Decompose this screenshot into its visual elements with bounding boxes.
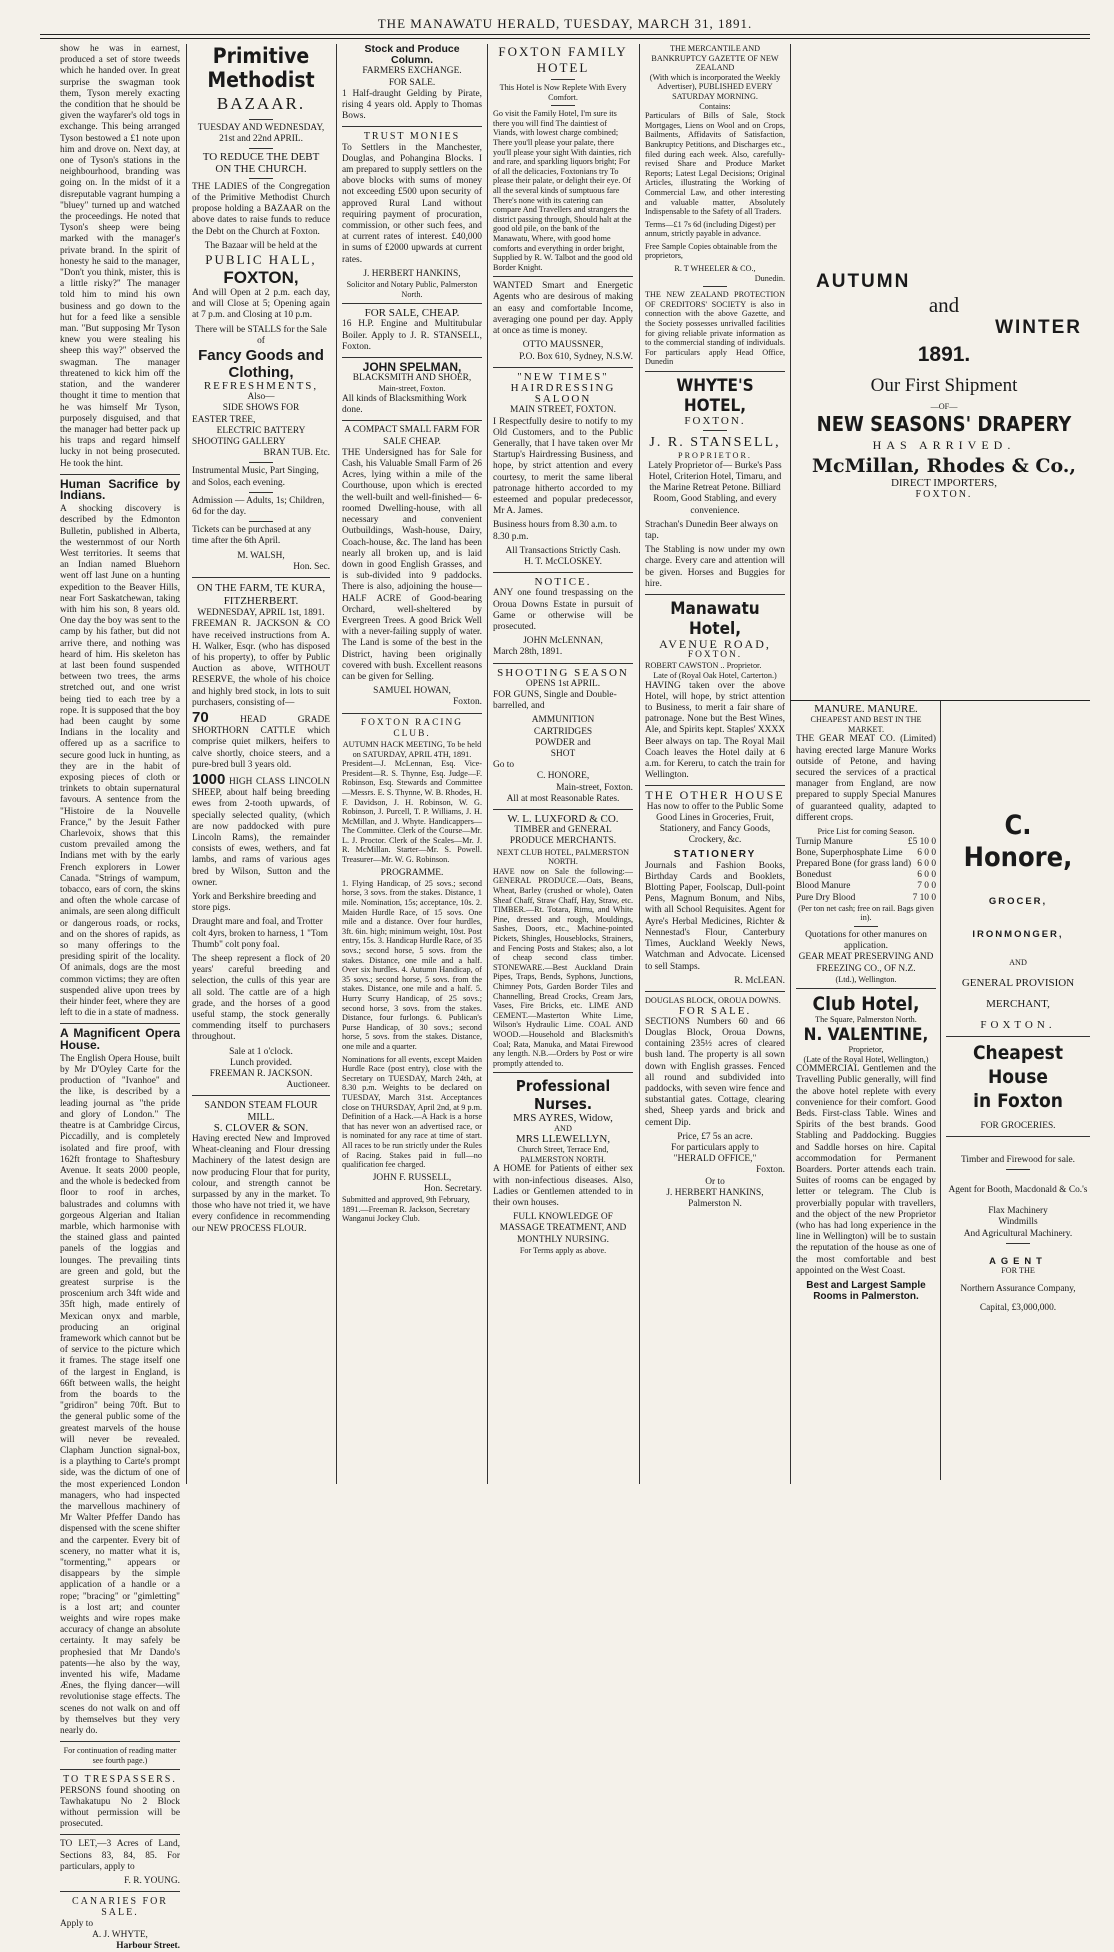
bazaar-heading: BAZAAR. [216, 94, 306, 113]
nurse-1: MRS AYRES, Widow, [513, 1112, 613, 1125]
nurses-knowledge: FULL KNOWLEDGE OF MASSAGE TREATMENT, AND MONTHLY NURSING. [499, 1212, 627, 1245]
cheap-sale-title: FOR SALE, CHEAP. [364, 307, 460, 320]
notice-date: March 28th, 1891. [493, 647, 563, 658]
salon-body: I Respectfully desire to notify to my Old Customers, and to the Public Generally, that I have taken over Mr Startup's Hairdressing Business, and hope, by strict attention and every courtesy, to merit the same liberal patronage hitherto accorded to my esteemed and popular predecessor, Mr A. James. [493, 416, 633, 517]
column-rule [487, 44, 488, 1484]
dash [854, 926, 878, 927]
year-heading: 1891. [917, 343, 971, 366]
price-value: 7 10 0 [912, 892, 936, 903]
douglas-foxton: Foxton. [756, 1165, 785, 1176]
divider [60, 1741, 180, 1742]
divider [946, 1136, 1090, 1137]
column-3 [342, 44, 482, 1484]
price-row [796, 837, 936, 848]
divider [493, 572, 633, 573]
divider [192, 577, 330, 578]
purpose-line-2: ON THE CHURCH. [215, 162, 307, 175]
trust-monies-title: TRUST MONIES [363, 131, 461, 143]
to-let-body: TO LET,—3 Acres of Land, Sections 83, 84, 85. For particulars, apply to [60, 1839, 180, 1872]
sacrifice-title: Human Sacrifice by Indians. [60, 476, 180, 502]
spelman-address: Main-street, Foxton. [378, 384, 446, 394]
has-arrived: HAS ARRIVED. [872, 437, 1016, 452]
for-groceries: FOR GROCERIES. [980, 1120, 1056, 1131]
bazaar-dates-2: 21st and 22nd APRIL. [219, 134, 303, 145]
opera-body: The English Opera House, built by Mr D'Oyley Carte for the production of "Ivanhoe" and the like, is described by a leading journal as "the pride and glory of London." The theatre is at Cambridge Circus, Piccadilly, and is completely isolated and fire proof, with 162ft frontage to Shaftesbury Avenue. It seats 2000 people, and the whole is bedecked from floor to roof in arches, balustrades and columns with gorgeous Algerian and Italian marble, which harmonise with the stained glass and painted panels of the loggias and lounges. The prevailing tints are green and gold, but the greatest surprise is the proscenium arch 34ft wide and 35ft high, made entirely of Mexican onyx and marble, producing an original framework which cannot but be of service to the picture which it frames. The stage itself one of the largest in England, is 66ft between walls, the height from the boards to the "gridiron" being 70ft. But to the general public some of the greatest marvels of the house will never be revealed. Clapham Junction signal-box, is a plaything to Carte's prompt side, was the dictum of one of the most experienced London managers, who had inspected the marvellous machinery of Mr Walter Pfeffer Dando has dispensed with the scene shifter and the carpenter. Every bit of scenery, no matter what it is, "tormenting," appears or disappears by the simple application of a handle or a rope; "bracing" or "gimletting" is a lost art; and counter weights and wire ropes make accuracy of change an absolute certainty. It may safely be prophesied that Mr Dando's patents—he also by the way, invented his wife, Madame Ænes, the flying dancer—will revolutionise stage effects. The scenes do not walk on and off by themselves but they very nearly do. [60, 1053, 180, 1737]
notice-sign: JOHN McLENNAN, [523, 636, 603, 647]
in-foxton: in Foxton [973, 1089, 1063, 1112]
divider [192, 1095, 330, 1096]
shot: SHOT [550, 749, 576, 759]
opera-title: A Magnificent Opera House. [60, 1026, 180, 1052]
club-hotel-body: COMMERCIAL Gentlemen and the Travelling Public generally, will find the above hotel replete with every convenience for their comfort. Good Beds. First-class Table. Wines and Spirits of the best brands. Good Stabling and Paddocking. Buggies and Saddle horses on hire. Capital accommodation for Permanent Boarders. Porter attends each train. Suites of rooms can be engaged by letter or telegram. The Club is proverbially popular with travellers, and the object of the new Proprietor (who has had long experience in the line in Wellington) will be to sustain the reputation of the house as one of the most comfortable and best appointed on the West Coast. [796, 1064, 936, 1276]
tyson-story: show he was in earnest, produced a set of store tweeds which he handed over. In great surprise the swagman took them, Tyson merely exacting the condition that he should be given the wayfarer's old togs in exchange. This being arranged Tyson bestowed a £1 note upon him and drove on. Next day, at one of Tyson's stations in the neighbourhood, branding was going on. In the midst of it a disreputable vagrant humping a "bluey" turned up and watched the proceedings. He noted that Tyson's sheep were being marked with the manager's private brand. In the spirit of honesty he said to the manager, "Don't you think, mister, this is a little risky?" The manager told him to mind his own business and go down to the hut for a feed like a sensible man. "But supposing Mr Tyson knew you were stealing his sheep this way?" observed the swagman. The manager threatened to kick him off the station, and the wanderer thought it time to mention that he was himself Mr Tyson, purposely disguised, and that the manager had better pack up his traps and regard himself lucky in not being prosecuted. He took the hint. [60, 44, 180, 469]
other-house-body: Has now to offer to the Public Some Good Lines in Groceries, Fruit, Stationery, and Fancy Goods, Crockery, &c. [646, 801, 784, 846]
ammunition: AMMUNITION [531, 715, 595, 726]
mcmillan-rhodes: McMillan, Rhodes & Co., [811, 454, 1077, 477]
autumn-heading: AUTUMN [816, 271, 911, 292]
price-list-title: Price List for coming Season. [817, 827, 915, 837]
section-rule [790, 700, 1090, 701]
canaries-address: Harbour Street. [116, 1941, 180, 1952]
family-hotel-title: FOXTON FAMILY HOTEL [498, 44, 628, 75]
stansell-stabling: The Stabling is now under my own charge. Every care and attention will be given. Horses and Buggies for hire. [645, 545, 785, 589]
column-rule [186, 44, 187, 1484]
for-sale: FOR SALE. [388, 77, 436, 88]
divider [342, 126, 482, 127]
bazaar-title: Primitive Methodist [207, 44, 315, 92]
divider [342, 303, 482, 304]
gazette-body: Particulars of Bills of Sale, Stock Mortgages, Liens on Wool and on Crops, Bailments, Affidavits of Satisfaction, Bankruptcy Petitions, and Discharges etc., filed during each week. Also, carefully-revised Share and Produce Market Reports; Latest Legal Decisions; Original Articles, illustrating the Working of Commercial Law, and other interesting and valuable matter, Absolutely Indispensable to the Safety of all Traders. [645, 111, 785, 217]
dash [249, 521, 273, 522]
trespass-title: TO TRESPASSERS. [63, 1774, 177, 1786]
cattle-desc: HEAD GRADE SHORTHORN CATTLE which comprise quiet milkers, heifers to calve shortly, choice steers, and a pure-bred bull 3 years old. [192, 714, 330, 770]
honore-town: FOXTON. [980, 1019, 1056, 1032]
stationery-body: Journals and Fashion Books, Birthday Cards and Booklets, Blotting Paper, Foolscap, Dull-point Pens, Magnum Bonum, and Nibs, with all School Requisites. Agent for Ayre's Herbal Medicines, Richter & Nennestad's Flour, Canterbury Times, Auckland Weekly News, Watchman and Advocate. Licensed to sell Stamps. [645, 860, 785, 972]
bazaar-held: The Bazaar will be held at the [204, 240, 318, 251]
nurses-body: A HOME for Patients of either sex with non-infectious diseases. Also, Ladies or Gentlemen attended to in their own houses. [493, 1164, 633, 1209]
trespass-body: PERSONS found shooting on Tawhakatupu No 2 Block without permission will be prosecuted. [60, 1785, 180, 1830]
dash [1006, 1243, 1030, 1244]
racing-sign-title: Hon. Secretary. [424, 1183, 482, 1194]
column-rule [336, 44, 337, 1484]
farmers-exchange: FARMERS EXCHANGE. [362, 66, 462, 77]
masthead: THE MANAWATU HERALD, TUESDAY, MARCH 31, 1891. [377, 16, 753, 31]
also-line: Also— [247, 392, 275, 403]
fancy-goods: Fancy Goods and Clothing, [198, 347, 324, 382]
douglas-herald: "HERALD OFFICE," [673, 1154, 757, 1165]
valentine-name: N. VALENTINE, [803, 1025, 929, 1046]
sheep-desc: HIGH CLASS LINCOLN SHEEP, about half being breeding ewes from 2-tooth upwards, of specially selected quality, (which are now paddocked with pure Lincoln Rams), the remainder consists of ewes, wethers, and fat lambs, and rams of various ages bred by Wilson, Sutton and the owner. [192, 776, 330, 888]
price-row [796, 859, 936, 870]
shooting-body: FOR GUNS, Single and Double-barrelled, and [493, 689, 617, 712]
dash [703, 286, 727, 287]
gear-company: GEAR MEAT PRESERVING AND FREEZING CO., OF N.Z. [798, 952, 934, 974]
salon-hours: Business hours from 8.30 a.m. to 8.30 p.m. [493, 520, 617, 542]
honore-title: C. Honore, [963, 810, 1073, 873]
gazette-city: Dunedin. [754, 273, 785, 283]
price-item: Bonedust [796, 870, 832, 881]
divider [342, 357, 482, 358]
winter-heading: WINTER [995, 317, 1082, 338]
salon-cash: All Transactions Strictly Cash. [505, 545, 621, 556]
shooting-gallery: SHOOTING GALLERY [192, 437, 286, 448]
easter-tree: EASTER TREE, [192, 414, 256, 425]
dash [551, 79, 575, 80]
column-rule [790, 44, 791, 1484]
club-hotel-title: Club Hotel, [812, 993, 920, 1016]
sheep-count: 1000 [192, 770, 226, 788]
club-hotel-address: The Square, Palmerston North. [815, 1015, 917, 1025]
sample-rooms: Best and Largest Sample Rooms in Palmerston. [806, 1280, 926, 1303]
price-list [796, 837, 936, 904]
ironmonger: IRONMONGER, [972, 929, 1064, 941]
honore-ad [946, 810, 1090, 1484]
spelman-name: JOHN SPELMAN, [362, 360, 462, 375]
stationery-sign: R. McLEAN. [734, 975, 785, 986]
agents-sign-addr: P.O. Box 610, Sydney, N.S.W. [519, 351, 633, 362]
powder: POWDER and [535, 737, 591, 748]
price-note: (Per ton net cash; free on rail. Bags given in). [798, 903, 934, 923]
bazaar-intro: THE LADIES of the Congregation of the Primitive Methodist Church propose holding a BAZAAR on the above dates to raise funds to reduce the Debt on the Church at Foxton. [192, 181, 330, 237]
column-2 [192, 44, 330, 1484]
divider [796, 988, 936, 989]
salon-sign: H. T. McCLOSKEY. [524, 556, 602, 567]
salon-title: "NEW TIMES" HAIRDRESSING SALOON [510, 370, 616, 406]
farm-sale-body: FREEMAN R. JACKSON & CO have received instructions from A. H. Walker, Esqr. (who has disposed of his property), to offer by Public Auction as above, WITHOUT RESERVE, the whole of his choice and highly bred stock, in lots to suit purchasers, consisting of— [192, 619, 330, 708]
canaries-name: A. J. WHYTE, [92, 1929, 148, 1940]
manure-body: THE GEAR MEAT CO. (Limited) having erected large Manure Works outside of Petone, and having secured the services of a practical manager from England, are now prepared to supply Special Manures of guaranteed quality, adapted to different crops. [796, 734, 936, 823]
gazette-sign: R. T WHEELER & CO., [674, 264, 756, 274]
price-item: Pure Dry Blood [796, 892, 856, 903]
honore-address: Main-street, Foxton. [556, 782, 633, 793]
direct-importers: DIRECT IMPORTERS, [890, 476, 998, 489]
price-row [796, 881, 936, 892]
divider [493, 1072, 633, 1073]
douglas-for-sale: FOR SALE. [678, 1004, 752, 1017]
agricultural-machinery: And Agricultural Machinery. [963, 1228, 1073, 1239]
dash [551, 105, 575, 106]
price-value: 6 0 0 [917, 847, 936, 858]
admission-line: Admission — Adults, 1s; Children, 6d for the day. [192, 495, 325, 518]
hankins-name: J. HERBERT HANKINS, [363, 268, 461, 279]
and-line: AND [1009, 958, 1027, 968]
mill-body: Having erected New and Improved Wheat-cleaning and Flour dressing Machinery of the latest design are now producing Flour that for purity, colour, and strength cannot be surpassed by any in the market. To those who have not tried it, we have every confidence in recommending our NEW PROCESS FLOUR. [192, 1134, 330, 1234]
luxford-body: HAVE now on Sale the following:— GENERAL PRODUCE.—Oats, Beans, Wheat, Barley (crushed or whole), Oaten Sheaf Chaff, Straw Chaff, Hay, Straw, etc. TIMBER.—Rt. Totara, Rimu, and White Pine, dressed and rough, Mouldings, Sashes, Doors, etc., Machine-pointed Pickets, Shingles, Houseblocks, Strainers, and Fencing Posts and Stakes; also, a lot of cheap second class timber. STONEWARE.—Best Auckland Drain Pipes, Traps, Bends, Syphons, Junctions, Chimney Pots, Garden Border Tiles and Channelling, Bread Crocks, Cream Jars, Vases, Fire Bricks, etc. LIME AND CEMENT.—Masterton White Lime, Wilson's Hydraulic Lime. COAL AND WOOD.—Household and Blacksmith's Coal; Rata, Manuka, and Matai Firewood any length. N.B.—Orders by Post or wire promptly attended to. [493, 866, 633, 1068]
racing-footer: Submitted and approved, 9th February, 1891.—Freeman R. Jackson, Secretary Wanganui Jockey Club. [342, 1195, 470, 1224]
refreshments: REFRESHMENTS, [203, 380, 319, 393]
general-provision: GENERAL PROVISION [961, 977, 1075, 989]
honore-name: C. HONORE, [536, 771, 590, 782]
spelman-trade: BLACKSMITH AND SHOER, [352, 373, 472, 384]
sale-time: Sale at 1 o'clock. [229, 1046, 293, 1057]
sacrifice-body: A shocking discovery is described by the Edmonton Bulletin, published in Alberta, the westernmost of our North West territories. It seems that an Indian named Bluehorn went off last June on a hunting expedition to the Beaver Hills, near Fort Saskatchewan, taking with him his son, 8 years old. One day the boy was sent to the camp by his father, but did not arrive there, and nothing was heard of him. His skeleton has at last been found suspended between two trees, the arms stretched out, and one wrist being tied to each tree by a rope. It is supposed that the boy had been caught by some Indians in the locality and offered up as a sacrifice to secure good luck in hunting, as they are in the habit of exposing pieces of cloth or trinkets to obtain supernatural favours. A sentence from the "Histoire de la Nouvelle France," by the Jesuit Father Charlevoix, shows that this custom prevailed among the Indians met with by the early French explorers in Lower Canada. "Strings of wampum, tobacco, ears of corn, the skins and often the whole carcase of animals, are seen along difficult or dangerous roads, or rocks, and on the shores of rapids, as so many offerings to the presiding spirit of the locality. Of animals, dogs are the most common victims; they are often suspended alive upon trees by their hinder feet, where they are left to die in a state of madness. [60, 504, 180, 1019]
whytes-hotel-town: FOXTON. [684, 415, 746, 427]
auctioneer-title: Auctioneer. [286, 1080, 330, 1091]
gazette-terms: Terms—£1 7s 6d (including Digest) per annum, strictly payable in advance. [645, 219, 776, 239]
whytes-hotel-title: WHYTE'S HOTEL, [676, 376, 754, 416]
divider [60, 1834, 180, 1835]
gazette-contains: Contains: [699, 101, 731, 111]
gazette-title: THE MERCANTILE AND BANKRUPTCY GAZETTE OF NEW ZEALAND [651, 44, 779, 73]
luxford-address: NEXT CLUB HOTEL, PALMERSTON NORTH. [496, 847, 630, 867]
racing-officers: President—J. McLennan, Esq. Vice-President—R. S. Thynne, Esq. Judge—F. Robinson, Esq. Stewards and Committee—Messrs. E. S. Thynne, W. B. Rhodes, H. F. Davidson, J. H. Robinson, W. G. Robinson, J. Purcell, T. P. Williams, J. H. McMillan, and J. Whyte. Handicappers—The Committee. Clerk of the Course—Mr. L. J. Proctor. Clerk of the Scales—Mr. J. R. McMillan. Starter—Mr. S. Powell. Treasurer—Mr. W. G. Robinson. [342, 759, 482, 865]
goto: Go to [493, 760, 515, 771]
nurses-and: AND [554, 1124, 572, 1134]
price-value: £5 10 0 [907, 836, 936, 847]
price-item: Prepared Bone (for grass land) [796, 859, 912, 870]
divider [60, 1769, 180, 1770]
programme-body: 1. Flying Handicap, of 25 sovs.; second horse, 3 sovs. from the stakes. Distance, 1 mile. Nomination, 15s; acceptance, 10s. 2. Maiden Hurdle Race, of 15 sovs. One mile and a distance. Over four hurdles, 3ft. 6in. high; minimum weight, 10st. Post entry, 15s. 3. Handicap Hurdle Race, of 35 sovs.; second horse, 5 sovs. from the stakes. Distance, one mile and a half. Over six hurdles. 4. Autumn Handicap, of 35 sovs.; second horse, 5 sovs. from the stakes. Distance, one mile and a half. 5. Hurry Scurry Handicap, of 25 sovs.; second horse, 3 sovs. from the stakes. Distance, four furlongs. 6. Publican's Purse Handicap, of 30 sovs.; second horse, 5 sovs. from the stakes. Distance, one mile and a quarter. [342, 878, 482, 1051]
price-row [796, 870, 936, 881]
divider [493, 276, 633, 277]
gazette-copies: Free Sample Copies obtainable from the proprietors, [645, 241, 778, 261]
tickets-line: Tickets can be purchased at any time after the 6th April. [192, 525, 312, 547]
luxford-name: W. L. LUXFORD & CO. [507, 813, 619, 826]
divider [946, 1036, 1090, 1037]
hankins-title: Solicitor and Notary Public, Palmerston North. [346, 280, 478, 299]
continued-note: For continuation of reading matter see fourth page.) [63, 1746, 177, 1765]
drapery-town: FOXTON. [915, 488, 973, 500]
cattle-count: 70 [192, 708, 209, 726]
honore-rates: All at most Reasonable Rates. [506, 793, 620, 804]
masthead-rule-2 [40, 38, 1090, 39]
bran-tub: BRAN TUB. Etc. [263, 448, 330, 459]
programme-title: PROGRAMME. [380, 867, 444, 878]
column-6-left [796, 704, 936, 1484]
column-rule [940, 700, 941, 1480]
purpose-line-1: TO REDUCE THE DEBT [202, 151, 320, 164]
divider [342, 420, 482, 421]
stansell-body: Lately Proprietor of— Burke's Pass Hotel, Criterion Hotel, Timaru, and the Marine Retreat Petone. Billiard Room, Good Stabling, and every convenience. [648, 460, 782, 516]
drapery-ad [798, 270, 1090, 560]
music-line: Instrumental Music, Part Singing, and Solos, each evening. [192, 466, 319, 488]
douglas-body: SECTIONS Numbers 60 and 66 Douglas Block, Oroua Downs, containing 235½ acres of cleared bush land. The property is all sown down with English grasses. Fenced all round and subdivided into paddocks, with seven wire fence and substantial gates. Cottage, clearing shed, Sheep yards and brick and cement Dip. [645, 1016, 785, 1128]
side-shows: SIDE SHOWS FOR [222, 403, 300, 414]
divider [645, 991, 785, 992]
price-row [796, 848, 936, 859]
gelding-ad: 1 Half-draught Gelding by Pirate, rising 4 years old. Apply to Thomas Bows. [342, 88, 482, 122]
column-4 [493, 44, 633, 1484]
cartridges: CARTRIDGES [533, 726, 593, 737]
stansell-name: J. R. STANSELL, [649, 435, 781, 451]
mill-title: SANDON STEAM FLOUR MILL. [204, 1100, 318, 1123]
horses-line: Draught mare and foal, and Trotter colt 4yrs, broken to harness, 1 "Tom Thumb" colt pony foal. [192, 917, 328, 950]
shooting-title: SHOOTING SEASON [497, 666, 629, 679]
divider [493, 367, 633, 368]
dash [249, 492, 273, 493]
notice-title: NOTICE. [534, 576, 592, 589]
salon-address: MAIN STREET, FOXTON. [510, 405, 616, 416]
douglas-sign: J. HERBERT HANKINS, [666, 1187, 764, 1198]
price-value: 6 0 0 [917, 870, 936, 881]
electric-battery: ELECTRIC BATTERY [216, 425, 306, 436]
agents-wanted: WANTED Smart and Energetic Agents who are desirous of making an easy and comfortable Income, averaging one pound per day. Apply at once as time is money. [493, 281, 633, 337]
column-5 [645, 44, 785, 1484]
northern-assurance: Northern Assurance Company, [960, 1283, 1076, 1294]
dash [703, 430, 727, 431]
stock-column-title: Stock and Produce Column. [364, 43, 460, 67]
dash [249, 119, 273, 120]
dash [249, 462, 273, 463]
small-farm-sign: SAMUEL HOWAN, [373, 686, 451, 697]
and-heading: and [928, 293, 960, 317]
family-hotel-poem: Go visit the Family Hotel, I'm sure its there you will find The daintiest of Viands, with lowest charge combined; There you'll please your palate, there you'll please your sight With dainties, rich and rare, and sparkling liquors bright; For of all the delicacies, Foxtonians try To please their palate, or delight their eye. Of all the several kinds of sumptuous fare There's none with its catering can compare And Travellers and strangers the district passing through, Should halt at the good old pile, on the bank of the Manawatu, Where, with good home comforts and everything in order bright, Supplied by R. W. Talbot and the good old Border Knight. [493, 109, 633, 272]
divider [645, 371, 785, 372]
shooting-open: OPENS 1st APRIL. [525, 678, 601, 689]
pigs-line: York and Berkshire breeding and store pigs. [192, 891, 317, 914]
small-farm-town: Foxton. [453, 697, 482, 708]
spelman-body: All kinds of Blacksmithing Work done. [342, 394, 467, 416]
masthead-rule [40, 34, 1090, 35]
capital: Capital, £3,000,000. [979, 1302, 1057, 1313]
quotations: Quotations for other manures on application. [805, 930, 927, 952]
price-value: 7 0 0 [917, 881, 936, 892]
flax-machinery: Flax Machinery [988, 1206, 1048, 1217]
cawston-line: ROBERT CAWSTON .. Proprietor. [645, 661, 762, 671]
for-the: FOR THE [1001, 1266, 1035, 1276]
bazaar-dates: TUESDAY AND WEDNESDAY, [197, 123, 325, 133]
valentine-title: Proprietor, [848, 1045, 884, 1055]
of-line: —OF— [930, 402, 958, 411]
divider [493, 663, 633, 664]
to-let-sign: F. R. YOUNG. [124, 1876, 180, 1887]
cawston-body: HAVING taken over the above Hotel, will hope, by strict attention to Business, to merit a fair share of patronage. None but the Best Wines, Ale, and Spirits kept. Staples' XXXX Beer always on tap. The Royal Mail Coach leaves the Hotel daily at 6 a.m. for Kereru, to catch the train for Wellington. [645, 680, 785, 781]
divider [645, 594, 785, 595]
nurses-address: Church Street, Terrace End, PALMERSTON NORTH. [517, 1145, 609, 1164]
dash [249, 148, 273, 149]
divider [60, 1891, 180, 1892]
stansell-beer: Strachan's Dunedin Beer always on tap. [645, 519, 778, 542]
cheapest-house: Cheapest House [972, 1041, 1064, 1088]
manawatu-hotel-town: FOXTON. [687, 650, 743, 661]
first-shipment: Our First Shipment [870, 375, 1018, 396]
windmills: Windmills [998, 1217, 1038, 1228]
secretary-name: M. WALSH, [237, 550, 285, 561]
trust-monies-body: To Settlers in the Manchester, Douglas, and Pohangina Blocks. I am prepared to supply settlers on the above blocks with sums of money not exceeding £500 upon security of approved Rural Land without requiring payment of procuration, commission, or other such fees, and at current rates of interest. £40,000 in sums of £2000 upwards at current rates. [342, 142, 482, 265]
family-hotel-sub: This Hotel is Now Replete With Every Comfort. [499, 83, 627, 102]
grocer: GROCER, [988, 896, 1048, 907]
manawatu-hotel-road: AVENUE ROAD, [659, 637, 771, 652]
farm-sale-date: WEDNESDAY, APRIL 1st, 1891. [197, 608, 325, 619]
douglas-apply: For particulars apply to [671, 1142, 759, 1153]
canaries-title: CANARIES FOR SALE. [72, 1896, 168, 1919]
douglas-or: Or to [705, 1176, 725, 1187]
merchant: MERCHANT, [986, 998, 1050, 1011]
small-farm-title: A COMPACT SMALL FARM FOR SALE CHEAP. [344, 425, 480, 447]
douglas-price: Price, £7 5s an acre. [677, 1131, 753, 1142]
valentine-late: (Late of the Royal Hotel, Wellington,) [803, 1054, 929, 1064]
nurse-2: MRS LLEWELLYN, [515, 1133, 611, 1146]
other-house-title: THE OTHER HOUSE [645, 788, 785, 803]
manure-title: MANURE. MANURE. [814, 703, 918, 715]
protection-society: THE NEW ZEALAND PROTECTION OF CREDITORS' SOCIETY is also in connection with the above Gazette, and the Society possesses unrivalled facilities for giving reliable private information as to the commercial standing of individuals. For particulars apply Head Office, Dunedin [645, 290, 785, 367]
auctioneer-name: FREEMAN R. JACKSON. [209, 1069, 313, 1080]
gazette-sub: (With which is incorporated the Weekly Advertiser), PUBLISHED EVERY SATURDAY MORNING. [649, 72, 781, 101]
agents-sign: OTTO MAUSSNER, [522, 340, 604, 351]
price-item: Blood Manure [796, 881, 851, 892]
price-item: Turnip Manure [796, 836, 853, 847]
luxford-trade: TIMBER and GENERAL PRODUCE MERCHANTS. [509, 825, 617, 847]
stalls-line: There will be STALLS for the Sale of [195, 324, 327, 346]
divider [60, 1023, 180, 1024]
mill-owner: S. CLOVER & SON. [213, 1121, 309, 1134]
small-farm-body: THE Undersigned has for Sale for Cash, his Valuable Small Farm of 26 Acres, lying within a mile of the Courthouse, upon which is erected the well-built and well-finished— 6-roomed Dwelling-house, with all necessary and convenient Outbuildings, Wash-house, Dairy, Coach-house, &c. The land has been nearly all broken up, and is laid down in good English Grasses, and is sub-divided into 9 paddocks. There is also, adjoining the house— HALF ACRE of Good-bearing Orchard, well-sheltered by Evergreen Trees. A good Brick Well with a never-failing supply of water. The Land is some of the best in the District, having been originally covered with bush. Excellent reasons can be given for Selling. [342, 447, 482, 682]
foxton-heading: FOXTON, [223, 268, 299, 288]
price-row [796, 893, 936, 904]
divider [493, 809, 633, 810]
racing-notes: Nominations for all events, except Maiden Hurdle Race (post entry), close with the Secretary on TUESDAY, March 24th, at 8.30 p.m. Weights to be declared on TUESDAY, March 31st. Acceptances close on THURSDAY, April 2nd, at 9 p.m. Definition of a Hack.—A Hack is a horse that has never won an advertised race, or is nominated for any race at time of start. All races to be run strictly under the Rules of Racing. Stakes paid in full—no qualification fee charged. [342, 1054, 482, 1170]
notice-body: ANY one found trespassing on the Oroua Downs Estate in pursuit of Game or otherwise will be prosecuted. [493, 588, 633, 632]
agent-heading: AGENT [989, 1254, 1047, 1266]
racing-title: FOXTON RACING CLUB. [360, 717, 464, 739]
racing-subtitle: AUTUMN HACK MEETING, To be held on SATURDAY, APRIL 4TH, 1891. [342, 739, 482, 759]
engine-ad: 16 H.P. Engine and Multitubular Boiler. Apply to J. R. STANSELL, Foxton. [342, 319, 482, 352]
stationery-heading: STATIONERY [673, 849, 757, 861]
nurses-terms: For Terms apply as above. [519, 1245, 607, 1255]
divider [342, 713, 482, 714]
canaries-apply: Apply to [60, 1918, 94, 1929]
column-1 [60, 44, 180, 1952]
price-value: 6 0 0 [917, 859, 936, 870]
gear-city: (Ltd.), Wellington. [835, 974, 897, 984]
flock-line: The sheep represent a flock of 20 years' careful breeding and selection, the culls of this year are all sold. The cattle are of a high grade, and the horses of a good useful stamp, the stock generally commending itself to purchasers throughout. [192, 953, 330, 1043]
bazaar-hours: And will Open at 2 p.m. each day, and will Close at 5; Opening again at 7 p.m. and Closing at 10 p.m. [192, 288, 330, 321]
divider [645, 785, 785, 786]
stansell-title: PROPRIETOR. [678, 451, 752, 461]
secretary-title: Hon. Sec. [293, 561, 330, 572]
manawatu-hotel-title: Manawatu Hotel, [670, 599, 760, 640]
manure-sub: CHEAPEST AND BEST IN THE MARKET. [810, 715, 922, 734]
nurses-title: Professional Nurses. [515, 1077, 611, 1114]
timber-firewood: Timber and Firewood for sale. [961, 1154, 1075, 1165]
column-rule [639, 44, 640, 1484]
booth-agent: Agent for Booth, Macdonald & Co.'s [948, 1185, 1088, 1196]
cawston-late: Late of (Royal Oak Hotel, Carterton.) [653, 671, 777, 681]
public-hall: PUBLIC HALL, [205, 252, 317, 268]
dash [1006, 1169, 1030, 1170]
lunch-line: Lunch provided. [230, 1057, 292, 1068]
dash [249, 178, 273, 179]
price-item: Bone, Superphosphate Lime [796, 847, 903, 858]
racing-sign: JOHN F. RUSSELL, [372, 1172, 452, 1183]
farm-sale-title: ON THE FARM, TE KURA, FITZHERBERT. [196, 582, 326, 608]
new-drapery: NEW SEASONS' DRAPERY [816, 411, 1072, 436]
douglas-city: Palmerston N. [688, 1198, 742, 1209]
divider [60, 474, 180, 475]
douglas-block: DOUGLAS BLOCK, OROUA DOWNS. [645, 995, 781, 1005]
